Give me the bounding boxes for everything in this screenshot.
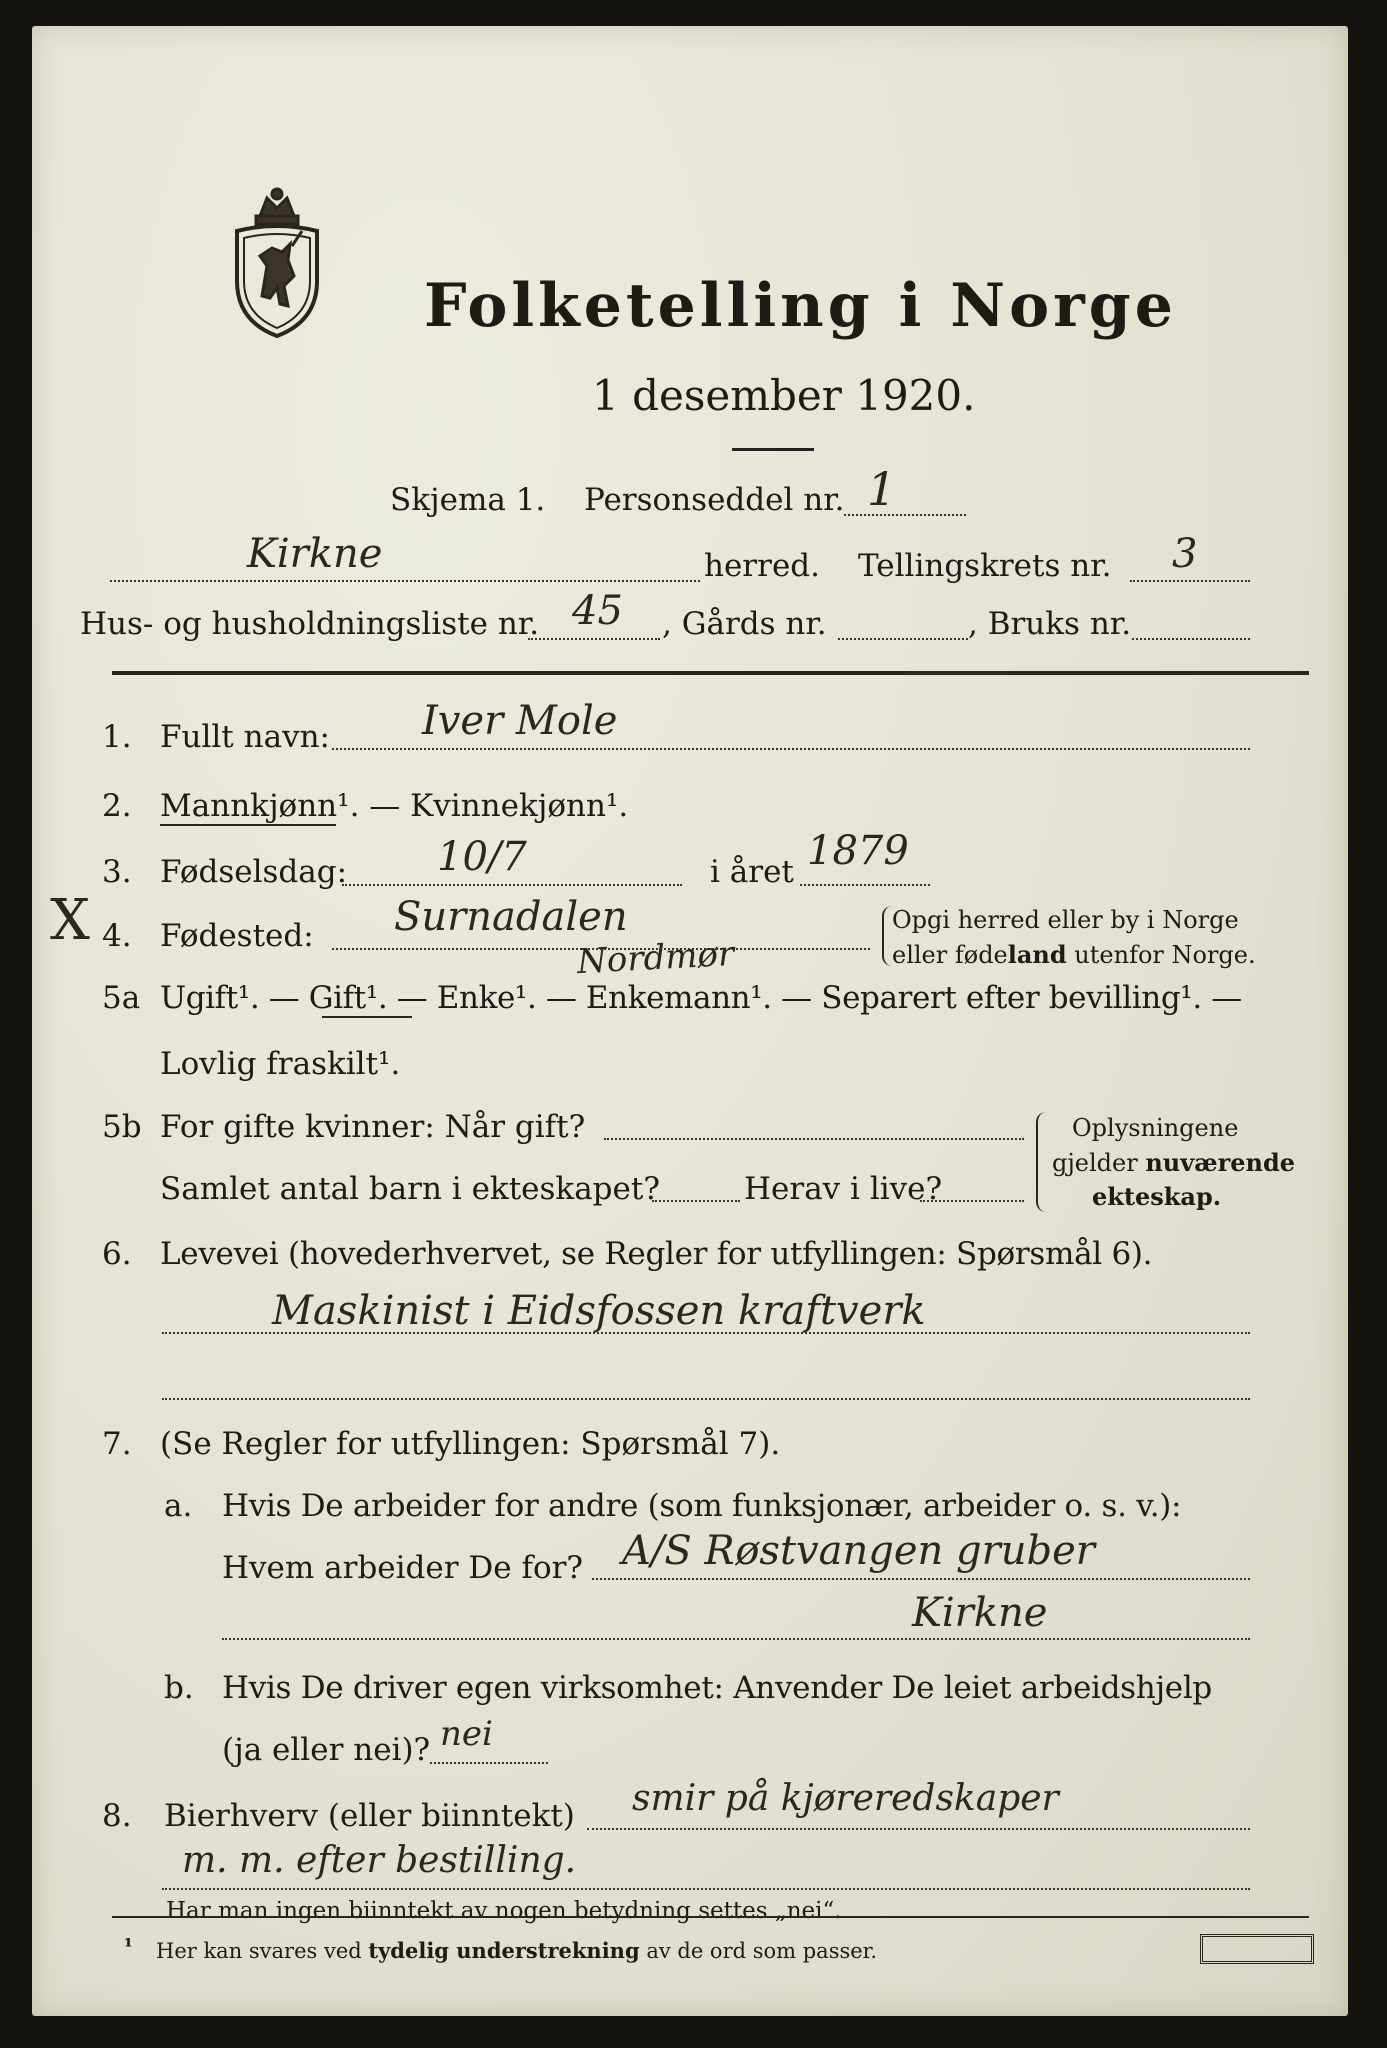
q7a-line-1: Hvis De arbeider for andre (som funksjonær, arbeider o. s. v.): <box>222 1488 1182 1524</box>
bruks-line <box>1132 638 1250 640</box>
q4-label: Fødested: <box>160 918 314 954</box>
husliste-line <box>528 638 660 640</box>
q5b-alive-line <box>920 1200 1024 1202</box>
q8-value: smir på kjøreredskaper <box>632 1778 1059 1819</box>
q7a-number: a. <box>164 1488 193 1524</box>
herred-value: Kirkne <box>247 531 383 577</box>
q2-underline-mannkjonn <box>160 824 336 826</box>
q3-year-label: i året <box>710 854 794 890</box>
gards-label: , Gårds nr. <box>662 606 827 642</box>
q7b-value: nei <box>440 1714 493 1754</box>
q6-value: Maskinist i Eidsfossen kraftverk <box>272 1288 926 1334</box>
q1-number: 1. <box>102 719 132 755</box>
q3-line <box>342 884 682 886</box>
q7-number: 7. <box>102 1426 132 1462</box>
q3-label: Fødselsdag: <box>160 854 348 890</box>
personseddel-value: 1 <box>867 462 897 516</box>
herred-label: herred. <box>704 548 820 584</box>
skjema-label: Skjema 1. <box>390 482 546 518</box>
footnote-mark: ¹ <box>124 1934 133 1958</box>
form-title: Folketelling i Norge <box>424 271 1177 341</box>
q8-line-2 <box>162 1888 1250 1890</box>
q2-label: Mannkjønn¹. — Kvinnekjønn¹. <box>160 788 629 824</box>
q5b-children-line <box>652 1200 740 1202</box>
q5a-line-1: Ugift¹. — Gift¹. — Enke¹. — Enkemann¹. — Separert efter bevilling¹. — <box>160 980 1242 1016</box>
q5a-line-2: Lovlig fraskilt¹. <box>160 1046 401 1082</box>
q3-year-value: 1879 <box>807 828 909 874</box>
q5b-brace <box>1036 1112 1048 1212</box>
q7a-line-2-dots <box>222 1638 1250 1640</box>
tellingskrets-line <box>1130 580 1250 582</box>
q7b-line-2: (ja eller nei)? <box>222 1732 431 1768</box>
q2-number: 2. <box>102 788 132 824</box>
q5b-note-3: ekteskap. <box>1092 1182 1222 1211</box>
q7b-line-1: Hvis De driver egen virksomhet: Anvender De leiet arbeidshjelp <box>222 1670 1212 1706</box>
footer-separator <box>112 1916 1309 1918</box>
q3-value: 10/7 <box>437 834 527 880</box>
q8-value-2: m. m. efter bestilling. <box>182 1840 577 1881</box>
q7a-value: A/S Røstvangen gruber <box>622 1528 1095 1574</box>
census-date: 1 desember 1920. <box>592 371 976 420</box>
husliste-value: 45 <box>572 588 623 634</box>
gards-line <box>838 638 968 640</box>
q4-number: 4. <box>102 918 132 954</box>
tellingskrets-label: Tellingskrets nr. <box>858 548 1112 584</box>
q4-note-2: eller fødeland utenfor Norge. <box>892 940 1256 969</box>
q1-line <box>332 748 1250 750</box>
q7b-line <box>430 1762 548 1764</box>
q5b-note-2: gjelder nuværende <box>1052 1148 1296 1177</box>
bruks-label: , Bruks nr. <box>968 606 1132 642</box>
q7a-line-2: Hvem arbeider De for? <box>222 1550 584 1586</box>
q3-number: 3. <box>102 854 132 890</box>
q5b-note-1: Oplysningene <box>1072 1114 1239 1142</box>
q7-label: (Se Regler for utfyllingen: Spørsmål 7). <box>160 1426 781 1462</box>
printer-stamp <box>1200 1934 1314 1964</box>
q8-number: 8. <box>102 1798 132 1834</box>
q4-value-2: Nordmør <box>576 933 736 983</box>
q5b-when-married-line <box>604 1138 1024 1140</box>
q1-label: Fullt navn: <box>160 719 330 755</box>
q4-margin-mark: X <box>50 888 90 953</box>
title-divider <box>732 448 814 451</box>
q3-year-line <box>800 884 930 886</box>
footnote-text: Her kan svares ved tydelig understrekning av de ord som passer. <box>156 1938 878 1963</box>
q5b-alive-label: Herav i live? <box>744 1171 943 1207</box>
q5b-number: 5b <box>102 1109 142 1145</box>
q7b-number: b. <box>164 1670 194 1706</box>
husliste-label: Hus- og husholdningsliste nr. <box>80 606 540 642</box>
q4-note-1: Opgi herred eller by i Norge <box>892 906 1239 934</box>
q5a-underline-gift <box>322 1016 412 1018</box>
q6-line-2 <box>162 1398 1250 1400</box>
census-form-sheet <box>32 26 1348 2016</box>
q7a-value-2: Kirkne <box>912 1590 1048 1636</box>
q1-value: Iver Mole <box>422 698 618 744</box>
q6-label: Levevei (hovederhvervet, se Regler for utfyllingen: Spørsmål 6). <box>160 1236 1153 1272</box>
norwegian-coat-of-arms <box>222 186 332 346</box>
q5b-children-label: Samlet antal barn i ekteskapet? <box>160 1171 660 1207</box>
q8-line-1 <box>587 1828 1250 1830</box>
tellingskrets-value: 3 <box>1172 531 1198 577</box>
q4-value: Surnadalen <box>394 894 628 940</box>
q8-label: Bierhverv (eller biinntekt) <box>164 1798 575 1834</box>
q5b-line-1: For gifte kvinner: Når gift? <box>160 1109 586 1145</box>
q6-number: 6. <box>102 1236 132 1272</box>
header-separator <box>112 671 1309 675</box>
q8-note: Har man ingen biinntekt av nogen betydning settes „nei“. <box>166 1898 842 1924</box>
q5a-number: 5a <box>102 980 141 1016</box>
personseddel-label: Personseddel nr. <box>584 482 845 518</box>
herred-line <box>110 580 700 582</box>
q7a-line <box>592 1578 1250 1580</box>
personseddel-line <box>844 514 966 516</box>
q6-line-1 <box>162 1332 1250 1334</box>
